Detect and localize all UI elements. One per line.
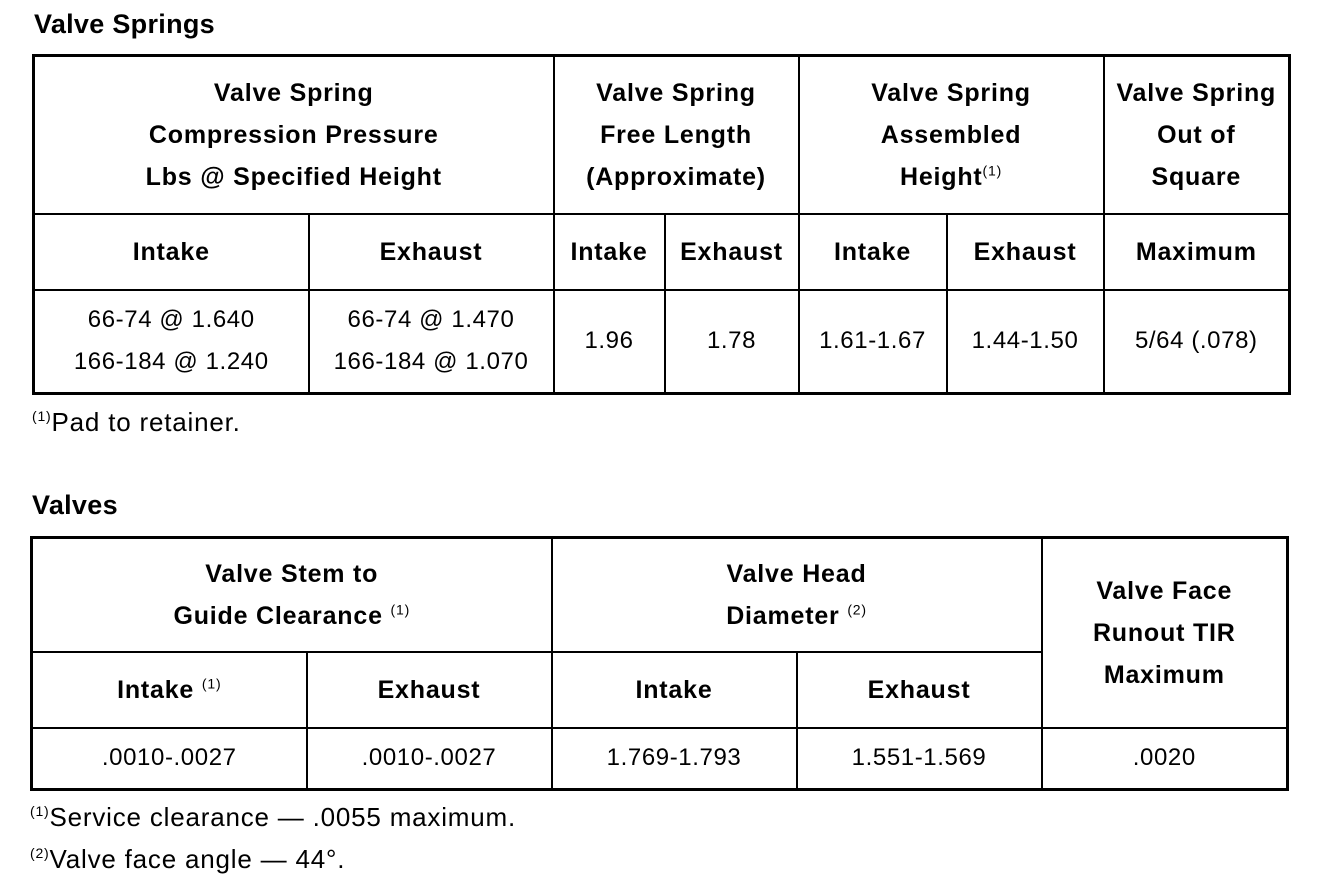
- valves-table: [30, 536, 1289, 791]
- asm-exhaust-value: 1.44-1.50: [947, 290, 1104, 394]
- subheader-free-intake: Intake: [554, 214, 665, 290]
- header-row: [32, 538, 1288, 652]
- subheader-maximum: Maximum: [1104, 214, 1290, 290]
- footnote-marker: (1): [30, 803, 50, 819]
- asm-intake-value: 1.61-1.67: [799, 290, 947, 394]
- free-exhaust-value: 1.78: [665, 290, 799, 394]
- footnote-marker: (1): [32, 408, 52, 424]
- subheader-head-exhaust: Exhaust: [797, 652, 1042, 728]
- runout-max-value: .0020: [1042, 728, 1288, 790]
- subheader-asm-intake: Intake: [799, 214, 947, 290]
- valves-footnote-1: $^{(1)}$Service clearance — .0055 maximum.: [30, 802, 516, 832]
- header-row: [34, 56, 1290, 214]
- footnote-marker: (2): [30, 845, 50, 861]
- subheader-row: [34, 214, 1290, 290]
- head-exhaust-value: 1.551-1.569: [797, 728, 1042, 790]
- subheader-stem-exhaust: Exhaust: [307, 652, 552, 728]
- free-intake-value: 1.96: [554, 290, 665, 394]
- compression-pressure-header: Valve Spring Compression Pressure Lbs @ Specified Height: [34, 56, 554, 214]
- comp-intake-value: 66-74 @ 1.640 166-184 @ 1.240: [34, 290, 309, 394]
- valves-title: Valves: [32, 490, 118, 520]
- subheader-asm-exhaust: Exhaust: [947, 214, 1104, 290]
- assembled-height-header: Valve Spring Assembled Height$^{(1)}$: [799, 56, 1104, 214]
- footnote-marker: (1): [201, 675, 222, 692]
- footnote-marker: (1): [390, 601, 411, 618]
- subheader-stem-intake: Intake $^{(1)}$: [32, 652, 307, 728]
- subheader-comp-intake: Intake: [34, 214, 309, 290]
- stem-clearance-header: Valve Stem to Guide Clearance $^{(1)}$: [32, 538, 552, 652]
- head-diameter-header: Valve Head Diameter $^{(2)}$: [552, 538, 1042, 652]
- comp-exhaust-value: 66-74 @ 1.470 166-184 @ 1.070: [309, 290, 554, 394]
- valve-springs-table: [32, 54, 1291, 395]
- footnote-marker: (1): [982, 162, 1003, 179]
- valves-footnote-2: $^{(2)}$Valve face angle — 44°.: [30, 844, 346, 874]
- out-of-square-header: Valve Spring Out of Square: [1104, 56, 1290, 214]
- subheader-comp-exhaust: Exhaust: [309, 214, 554, 290]
- footnote-marker: (2): [847, 601, 867, 618]
- valve-springs-title: Valve Springs: [34, 9, 215, 39]
- out-of-square-value: 5/64 (.078): [1104, 290, 1290, 394]
- head-intake-value: 1.769-1.793: [552, 728, 797, 790]
- free-length-header: Valve Spring Free Length (Approximate): [554, 56, 799, 214]
- table-row: [32, 728, 1288, 790]
- stem-exhaust-value: .0010-.0027: [307, 728, 552, 790]
- subheader-free-exhaust: Exhaust: [665, 214, 799, 290]
- subheader-head-intake: Intake: [552, 652, 797, 728]
- valve-springs-footnote: $^{(1)}$Pad to retainer.: [32, 407, 241, 437]
- table-row: [34, 290, 1290, 394]
- stem-intake-value: .0010-.0027: [32, 728, 307, 790]
- face-runout-header: Valve Face Runout TIR Maximum: [1042, 538, 1288, 728]
